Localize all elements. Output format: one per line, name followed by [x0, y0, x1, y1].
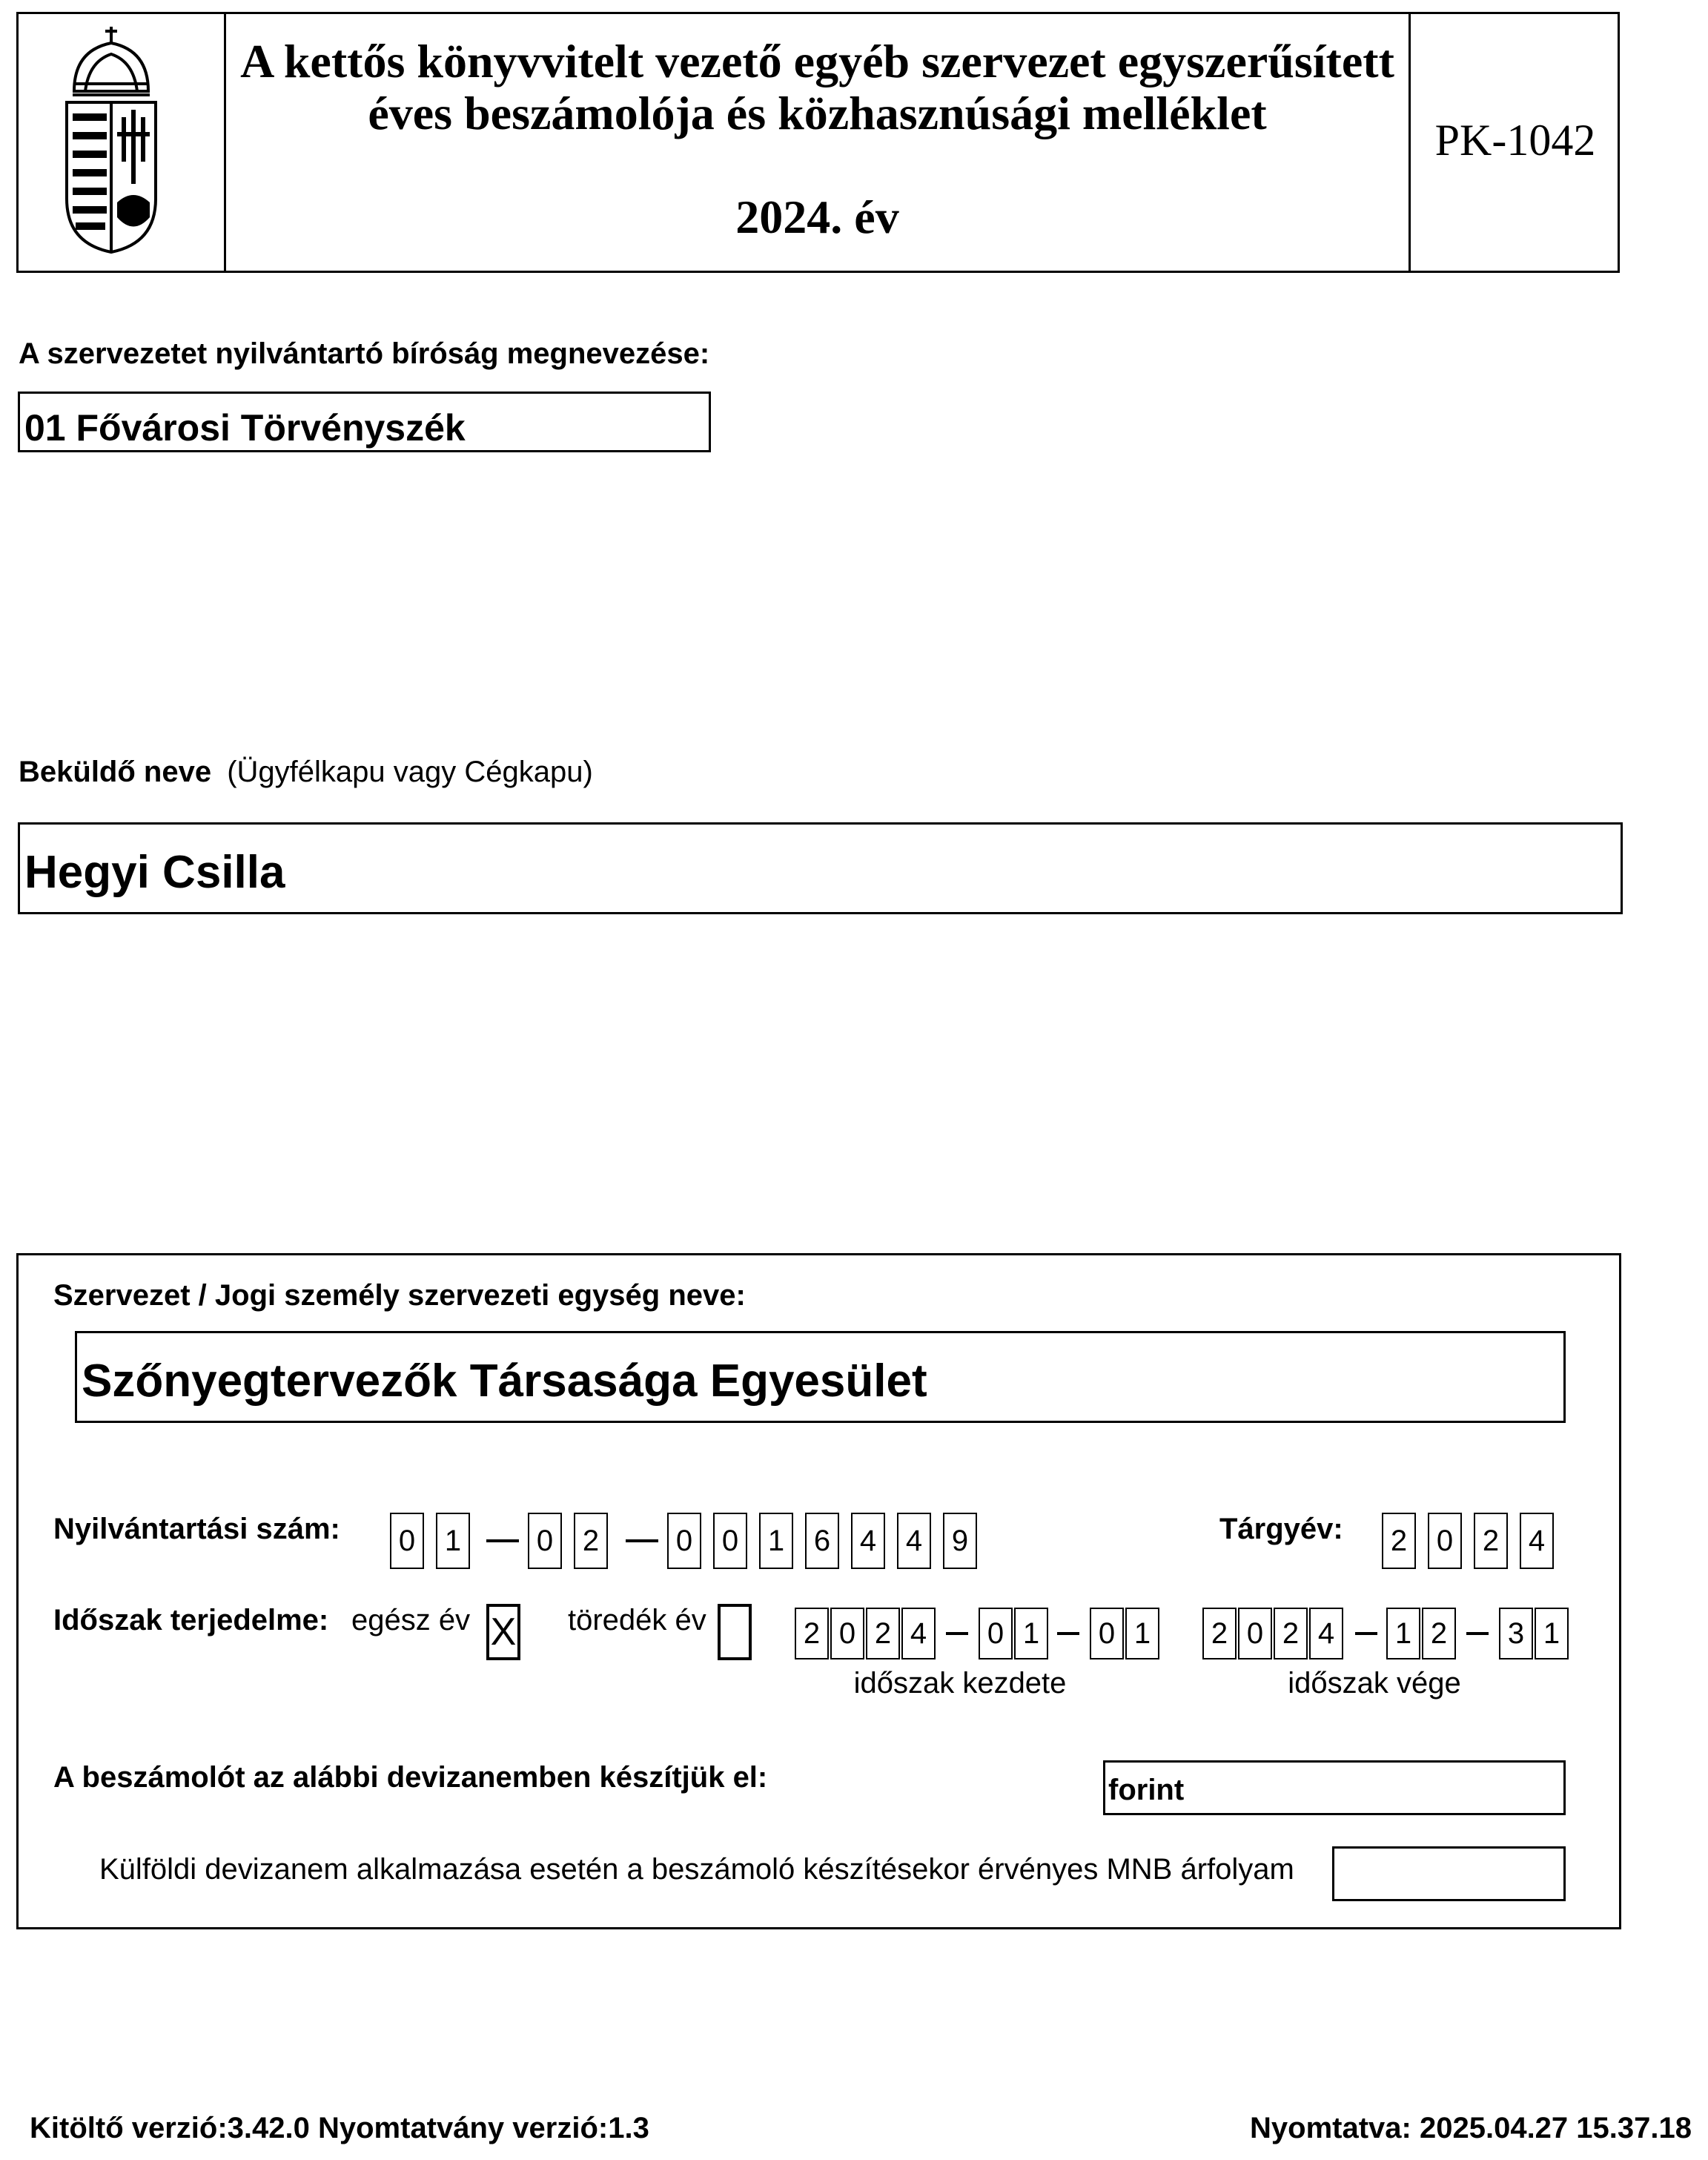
digit-cell[interactable]	[436, 1513, 470, 1569]
digit-cell[interactable]	[897, 1513, 931, 1569]
partial-year-checkbox[interactable]	[718, 1604, 752, 1660]
digit-value: 0	[838, 1617, 856, 1650]
digit-cell[interactable]	[1422, 1608, 1456, 1659]
digit-value: 1	[767, 1525, 785, 1557]
digit-cell[interactable]	[1202, 1608, 1237, 1659]
digit-value: 4	[1317, 1617, 1335, 1650]
digit-cell[interactable]	[830, 1608, 864, 1659]
footer-versions: Kitöltő verzió:3.42.0 Nyomtatvány verzió:1.3	[30, 2112, 649, 2144]
digit-value: 1	[1133, 1617, 1151, 1650]
separator-dash	[486, 1539, 519, 1542]
separator-dash	[1466, 1632, 1489, 1635]
digit-value: 1	[1543, 1617, 1560, 1650]
tax-year-label: Tárgyév:	[1219, 1513, 1343, 1545]
digit-cell[interactable]	[979, 1608, 1013, 1659]
digit-value: 1	[1394, 1617, 1412, 1650]
form-title-line1: A kettős könyvvitelt vezető egyéb szervezet egyszerűsített	[240, 35, 1394, 87]
sender-value: Hegyi Csilla	[24, 847, 285, 898]
form-year: 2024. év	[735, 191, 899, 243]
digit-value: 2	[1390, 1525, 1408, 1557]
digit-value: 6	[813, 1525, 831, 1557]
digit-cell[interactable]	[1535, 1608, 1569, 1659]
currency-label: A beszámolót az alábbi devizanemben készítjük el:	[53, 1761, 768, 1794]
digit-value: 4	[905, 1525, 923, 1557]
whole-year-mark: X	[490, 1611, 517, 1654]
digit-value: 2	[1282, 1617, 1300, 1650]
separator-dash	[1355, 1632, 1377, 1635]
sender-label: Beküldő neve	[19, 756, 212, 788]
digit-cell[interactable]	[667, 1513, 701, 1569]
digit-value: 9	[951, 1525, 969, 1557]
digit-value: 0	[1098, 1617, 1116, 1650]
digit-cell[interactable]	[1309, 1608, 1343, 1659]
digit-cell[interactable]	[1090, 1608, 1124, 1659]
court-field[interactable]	[18, 392, 711, 452]
digit-cell[interactable]	[805, 1513, 839, 1569]
digit-value: 2	[582, 1525, 600, 1557]
org-name-label: Szervezet / Jogi személy szervezeti egység neve:	[53, 1279, 746, 1312]
digit-value: 3	[1507, 1617, 1525, 1650]
digit-cell[interactable]	[795, 1608, 829, 1659]
digit-cell[interactable]	[759, 1513, 793, 1569]
registration-label: Nyilvántartási szám:	[53, 1513, 340, 1545]
coat-of-arms-icon	[59, 21, 163, 258]
digit-value: 4	[1528, 1525, 1546, 1557]
digit-cell[interactable]	[866, 1608, 900, 1659]
digit-value: 0	[675, 1525, 693, 1557]
whole-year-checkbox[interactable]	[486, 1604, 520, 1660]
currency-value: forint	[1108, 1774, 1185, 1806]
whole-year-label: egész év	[351, 1604, 471, 1636]
footer-printed: Nyomtatva: 2025.04.27 15.37.18	[1250, 2112, 1692, 2144]
sender-label-row	[19, 753, 593, 790]
court-label: A szervezetet nyilvántartó bíróság megnevezése:	[19, 337, 710, 370]
digit-cell[interactable]	[1386, 1608, 1420, 1659]
digit-value: 2	[1482, 1525, 1500, 1557]
digit-cell[interactable]	[1382, 1513, 1416, 1569]
currency-field[interactable]	[1103, 1760, 1566, 1815]
digit-cell[interactable]	[943, 1513, 977, 1569]
separator-dash	[626, 1539, 658, 1542]
form-title-line2: éves beszámolója és közhasznúsági melléklet	[368, 87, 1267, 139]
digit-value: 4	[910, 1617, 927, 1650]
digit-cell[interactable]	[851, 1513, 885, 1569]
sender-hint: (Ügyfélkapu vagy Cégkapu)	[227, 756, 593, 788]
partial-year-label: töredék év	[568, 1604, 706, 1636]
org-name-field[interactable]	[75, 1331, 1566, 1423]
digit-value: 2	[803, 1617, 821, 1650]
period-label: Időszak terjedelme:	[53, 1604, 329, 1636]
digit-value: 0	[1436, 1525, 1454, 1557]
digit-cell[interactable]	[901, 1608, 936, 1659]
court-value: 01 Fővárosi Törvényszék	[24, 407, 466, 449]
fx-rate-field[interactable]	[1332, 1846, 1566, 1901]
digit-cell[interactable]	[1499, 1608, 1533, 1659]
digit-value: 2	[1211, 1617, 1228, 1650]
digit-cell[interactable]	[1125, 1608, 1159, 1659]
digit-value: 0	[987, 1617, 1004, 1650]
digit-value: 2	[874, 1617, 892, 1650]
digit-value: 4	[859, 1525, 877, 1557]
separator-dash	[946, 1632, 968, 1635]
digit-value: 0	[536, 1525, 554, 1557]
period-start-label: időszak kezdete	[853, 1667, 1067, 1700]
digit-cell[interactable]	[1014, 1608, 1048, 1659]
fx-rate-label: Külföldi devizanem alkalmazása esetén a beszámoló készítésekor érvényes MNB árfolyam	[99, 1853, 1294, 1886]
digit-cell[interactable]	[1428, 1513, 1462, 1569]
digit-cell[interactable]	[1274, 1608, 1308, 1659]
digit-cell[interactable]	[1474, 1513, 1508, 1569]
digit-cell[interactable]	[574, 1513, 608, 1569]
digit-cell[interactable]	[1520, 1513, 1554, 1569]
form-code: PK-1042	[1434, 116, 1596, 165]
org-name-value: Szőnyegtervezők Társasága Egyesület	[82, 1355, 927, 1407]
separator-dash	[1057, 1632, 1079, 1635]
digit-value: 0	[1246, 1617, 1264, 1650]
digit-cell[interactable]	[390, 1513, 424, 1569]
digit-value: 1	[444, 1525, 462, 1557]
digit-cell[interactable]	[713, 1513, 747, 1569]
sender-field[interactable]	[18, 822, 1623, 914]
digit-value: 2	[1430, 1617, 1448, 1650]
digit-value: 0	[721, 1525, 739, 1557]
digit-cell[interactable]	[1238, 1608, 1272, 1659]
digit-value: 0	[398, 1525, 416, 1557]
period-end-label: időszak vége	[1288, 1667, 1461, 1700]
digit-cell[interactable]	[528, 1513, 562, 1569]
digit-value: 1	[1022, 1617, 1040, 1650]
